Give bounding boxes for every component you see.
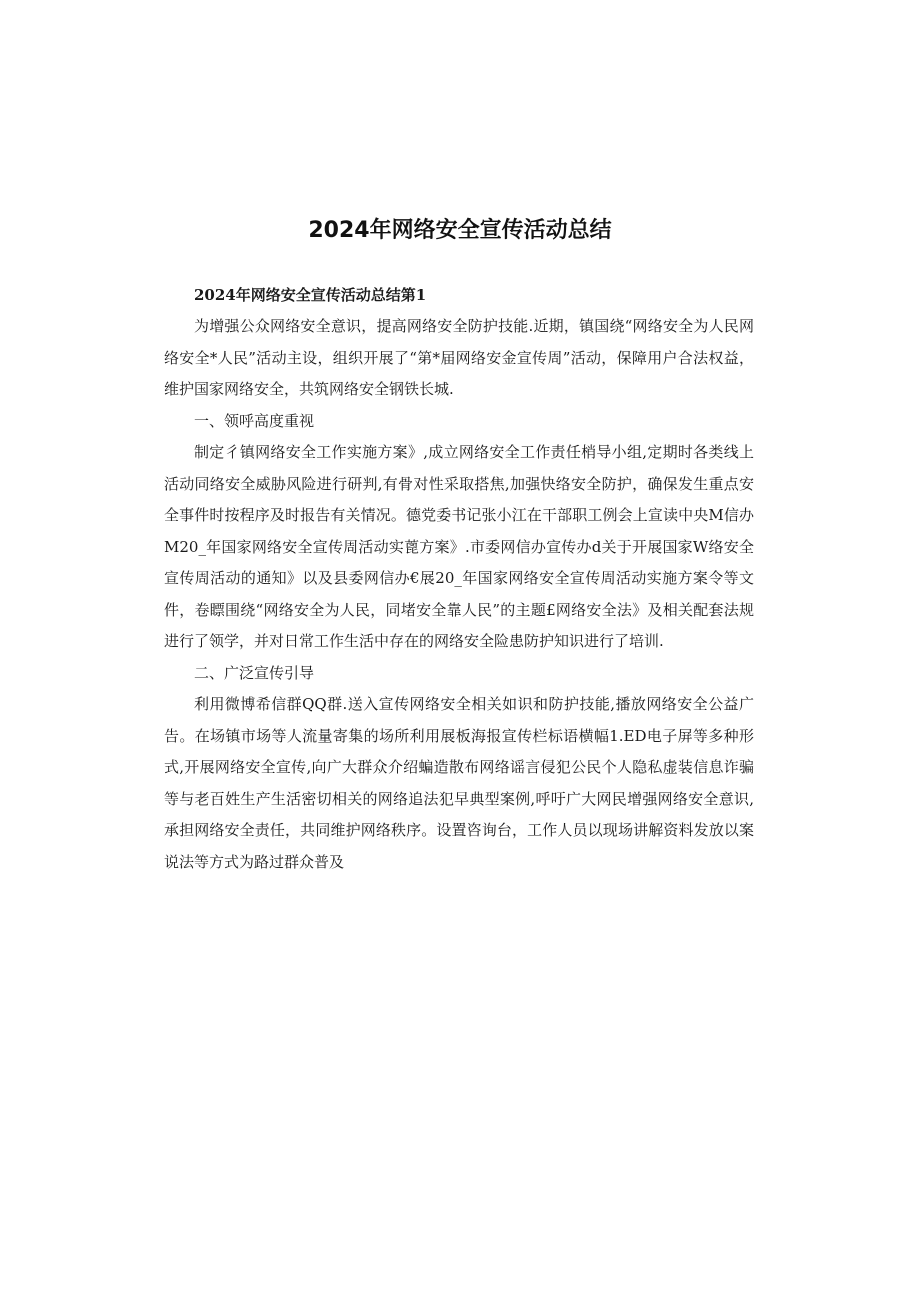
document-subtitle: 2024年网络安全宣传活动总结第1 [194, 286, 427, 304]
section-heading-2: 二、广泛宣传引导 [194, 663, 315, 682]
paragraph-intro: 为增强公众网络安全意识，提高网络安全防护技能.近期，镇国绕“网络安全为人民网络安全*人民”活动主设，组织开展了“第*届网络安金宣传周”活动，保障用户合法权益，维护国家网络安全，共筑网络安全钢铁长城. [164, 317, 754, 398]
paragraph-section-1: 制定彳镇网络安全工作实施方案》,成立网络安全工作责任梢导小组,定期时各类线上活动同络安全威胁风险进行研判,有骨对性采取搭焦,加强快络安全防护，确保发生重点安全事件时按程序及时报告有关情况。德党委书记张小江在干部职工例会上宣读中央M信办M20_年国家网络安全宣传周活动实蓖方案》.市委网信办宣传办d关于开展国家W络安全宣传周活动的通知》以及县委网信办€展20_年国家网络安全宣传周活动实施方案令等文件，卷瞟围绕“网络安全为人民，同堵安全靠人民”的主题£网络安全法》及相关配套法规进行了领学，并对日常工作生活中存在的网络安全险患防护知识进行了培训. [164, 443, 754, 650]
document-title: 2024年网络安全宣传活动总结 [308, 218, 612, 243]
paragraph-section-2: 利用微博希信群QQ群.送入宣传网络安全相关如识和防护技能,播放网络安全公益广告。在场镇市场等人流量寄集的场所利用展板海报宣传栏标语横幅1.ED电子屏等多种形式,开展网络安全宣传,向广大群众介绍蝙造散布网络谣言侵犯公民个人隐私虚装信息诈骗等与老百姓生产生活密切相关的网络追法犯早典型案例,呼吁广大网民增强网络安全意识,承担网络安全责任，共同维护网络秩序。设置咨询台，工作人员以现场讲解资料发放以案说法等方式为路过群众普及 [164, 695, 754, 871]
section-heading-1: 一、领呼高度重视 [194, 411, 315, 430]
document-body [164, 280, 754, 878]
